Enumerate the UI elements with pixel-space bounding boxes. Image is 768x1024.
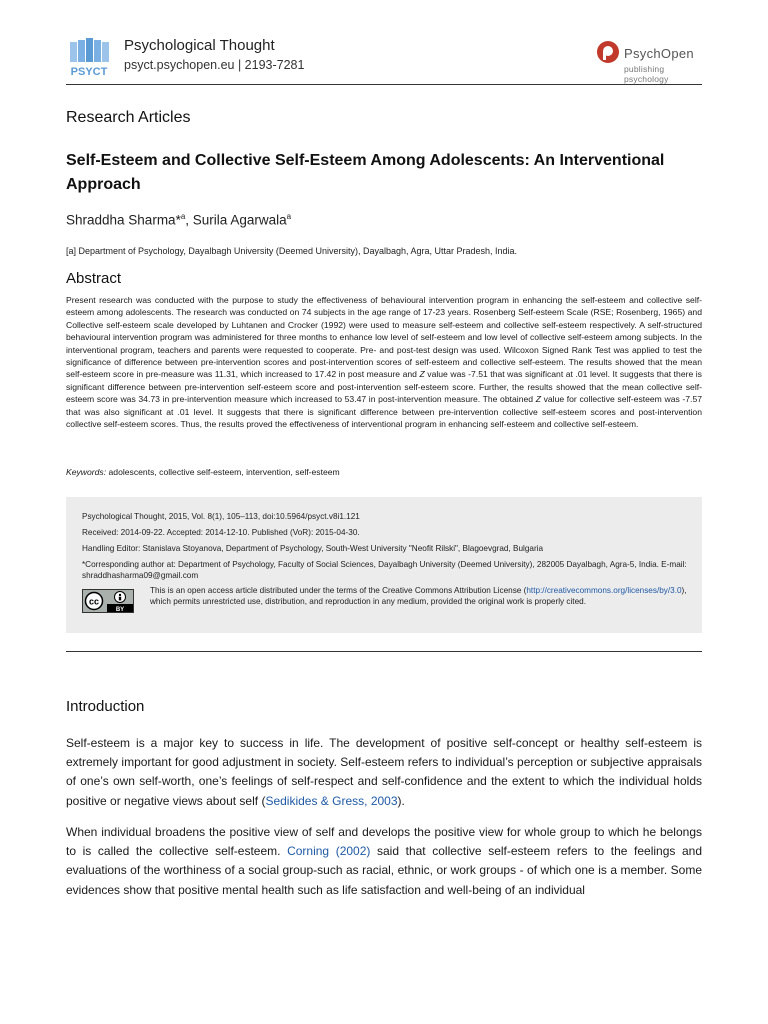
abstract-text: Present research was conducted with the purpose to study the effectiveness of behavioural intervention program in enhancing the self-esteem and collective self-esteem among adolescents. The research was conducted on 74 subjects in the age range of 17-23 years. Rosenberg Self-esteem Scale (RSE; Rosenberg, 1965) and Collective self-esteem scale developed by Luhtanen and Crocker (1992) were used to measure self-esteem and collective self-esteem respectively. A self-structured behavioural intervention program was administered for three months to enhance low level of self-esteem and low level of collective self-esteem among subjects. In the interventional program, teachers and parents were requested to cooperate. Pre- and post-test design was used. Wilcoxon Signed Rank Test was applied to test the significance of difference between pre-intervention scores and post-intervention scores of self-esteem and collective self-esteem. The results showed that the mean self-esteem score in pre-measure was 11.31, which increased to 17.42 in post measure and — [66, 295, 702, 380]
cc-label: cc — [88, 596, 100, 607]
abstract-text: value was -7.51 that was significant at .01 level. It suggests that there is significant difference between pre-intervention self-esteem score and post-intervention self-esteem score. Further, the results showed that the mean collective self-esteem score was 34.73 in pre-intervention measure which increased to 53.47 in post-intervention measure. The obtained — [66, 369, 702, 405]
author-name[interactable]: Shraddha Sharma* — [66, 212, 181, 228]
keywords — [66, 467, 702, 477]
header-divider — [66, 84, 702, 85]
editor-line: Handling Editor: Stanislava Stoyanova, Department of Psychology, South-West University "Neofit Rilski", Blagoevgrad, Bulgaria — [82, 544, 544, 553]
article-metadata-box — [66, 497, 702, 633]
citation-link[interactable]: Sedikides & Gress, 2003 — [265, 793, 398, 808]
cc-by-icon — [83, 590, 133, 612]
license-text: ), which permits unrestricted use, distribution, and reproduction in any medium, provided the original work is properly cited. — [150, 586, 687, 606]
intro-paragraph-2 — [66, 823, 702, 900]
author-list — [66, 212, 291, 228]
paragraph-text: said that collective self-esteem refers to the feelings and evaluations of the worthiness of a social group-such as racial, ethnic, or work groups - of which one is a member. Some evidences show that positive mental health such as life satisfaction and well-being of an individual — [66, 844, 703, 897]
affiliation-marker: a — [180, 212, 186, 221]
author-name[interactable]: Surila Agarwala — [192, 212, 287, 228]
license-statement — [150, 586, 690, 607]
abstract-body — [66, 294, 702, 430]
paragraph-text: Self-esteem is a major key to success in life. The development of positive self-concept or healthy self-esteem is extremely important for good adjustment in society. Self-esteem refers to individual’s perception or subjective appraisals of one’s own self-worth, one’s feelings of self-respect and self-confidence and the extent to which the individual holds positive or negative views about self ( — [66, 736, 702, 808]
by-label: BY — [115, 607, 125, 612]
psychopen-icon — [596, 40, 620, 64]
paragraph-text: ). — [397, 793, 405, 808]
dates-line: Received: 2014-09-22. Accepted: 2014-12-10. Published (VoR): 2015-04-30. — [82, 528, 360, 537]
affiliation: [a] Department of Psychology, Dayalbagh University (Deemed University), Dayalbagh, Agra, Uttar Pradesh, India. — [66, 246, 518, 256]
author-separator: , — [185, 212, 193, 228]
stat-symbol: Z — [419, 369, 425, 380]
corresponding-author: *Corresponding author at: Department of Psychology, Faculty of Social Sciences, Dayalbagh University (Deemed University), 282005 Dayalbagh, Agra-5, India. E-mail: shraddhasharma09@gmail.com — [82, 560, 687, 580]
intro-paragraph-1 — [66, 734, 702, 811]
abstract-text: value for collective self-esteem was -7.57 that was also significant at .01 level. It suggests that there is significant difference between pre-intervention collective self-esteem scores and post-intervention collective self-esteem scores. Thus, the results proved the effectiveness of interventional program in enhancing self-esteem and collective self-esteem. — [66, 394, 702, 430]
psychopen-logo[interactable] — [596, 38, 696, 84]
journal-title: Psychological Thought — [124, 37, 275, 54]
citation-link[interactable]: Corning (2002) — [287, 844, 371, 859]
section-divider — [66, 651, 702, 652]
license-link[interactable]: http://creativecommons.org/licenses/by/3.0 — [526, 586, 682, 595]
publisher-name: PsychOpen — [624, 46, 694, 61]
article-title: Self-Esteem and Collective Self-Esteem Among Adolescents: An Interventional Approach — [66, 152, 665, 193]
journal-url-issn[interactable]: psyct.psychopen.eu | 2193-7281 — [124, 58, 305, 72]
abstract-heading: Abstract — [66, 270, 122, 287]
publisher-tagline: publishing psychology — [624, 64, 669, 84]
cc-by-license-badge[interactable] — [82, 589, 134, 613]
keywords-label: Keywords: — [66, 467, 107, 477]
journal-header — [66, 36, 702, 84]
keywords-list: adolescents, collective self-esteem, intervention, self-esteem — [106, 467, 340, 477]
section-label: Research Articles — [66, 109, 191, 126]
license-text: This is an open access article distributed under the terms of the Creative Commons Attribution License ( — [150, 586, 527, 595]
psyct-logo — [66, 38, 112, 78]
citation-line: Psychological Thought, 2015, Vol. 8(1), 105–113, doi:10.5964/psyct.v8i1.121 — [82, 512, 360, 521]
affiliation-marker: a — [286, 212, 292, 221]
stat-symbol: Z — [535, 394, 541, 405]
logo-text: PSYCT — [70, 66, 108, 78]
introduction-heading: Introduction — [66, 698, 145, 715]
paragraph-text: When individual broadens the positive view of self and develops the positive view for whole group to which he belongs to is called the collective self-esteem. — [66, 825, 702, 859]
